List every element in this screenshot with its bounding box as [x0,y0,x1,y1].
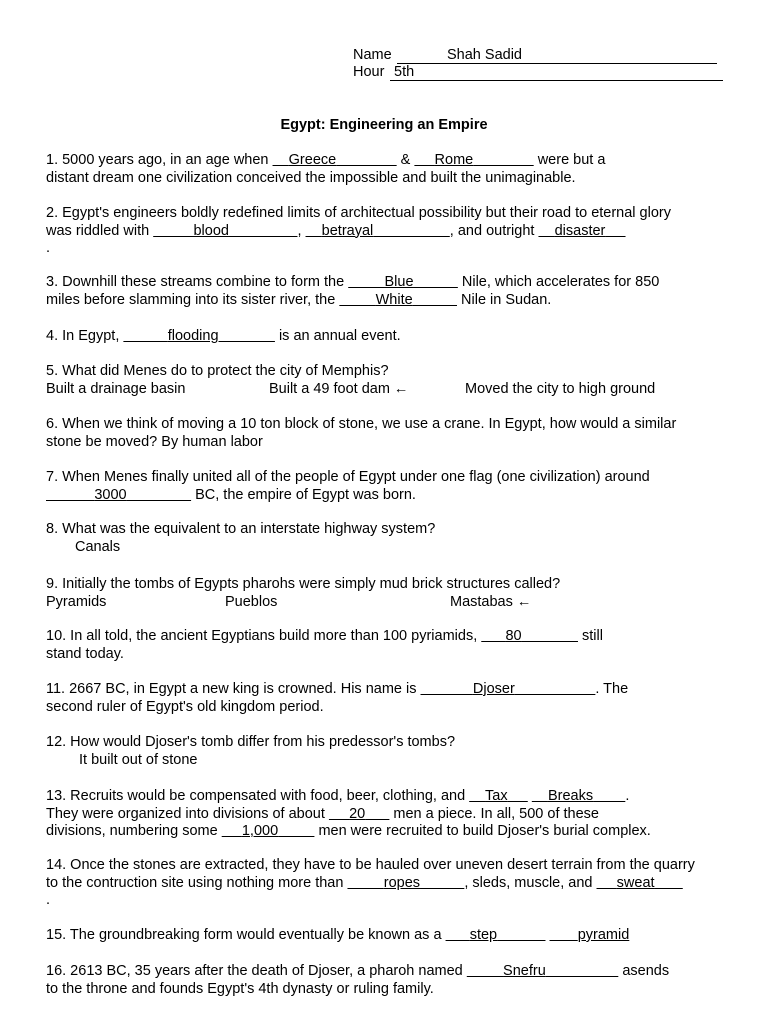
blank-underline [348,274,384,290]
text-segment [46,875,736,893]
blank-underline [469,788,485,804]
text-segment [46,274,736,292]
answer-blank: betrayal [321,222,374,239]
hour-field [390,64,723,81]
text-segment: asends [618,963,670,979]
blank-underline [336,152,396,168]
blank-underline [123,328,167,344]
answer-blank: Breaks [547,788,594,804]
text-segment: 7. When Menes finally united all of the people of Egypt under one flag (one civilization) around [46,469,650,485]
blank-underline [414,152,434,168]
text-segment: . [46,892,51,908]
blank-underline [413,292,457,308]
text-segment: Nile in Sudan. [457,291,552,308]
text-segment: to the contruction site using nothing more than [46,874,348,891]
blank-underline [497,927,545,943]
answer-blank: 3000 [94,486,127,503]
option-selected: Mastabas ← [450,593,532,610]
answer-blank: Snefru [503,963,546,979]
blank-underline [365,806,389,822]
blank-underline [420,875,464,891]
text-segment: 11. 2667 BC, in Egypt a new king is crowned. His name is [46,681,421,697]
question-2 [46,205,736,258]
text-segment: 14. Once the stones are extracted, they have to be hauled over uneven desert terrain from the quarry [46,857,695,873]
hour-label: Hour [353,64,385,80]
text-segment [46,328,736,346]
text-segment: , [297,222,306,239]
text-segment [46,292,736,310]
answer-blank: Djoser [472,681,515,697]
blank-underline [273,152,289,168]
text-segment: distant dream one civilization conceived the impossible and built the unimaginable. [46,169,576,186]
blank-underline [329,806,349,822]
question-5 [46,363,736,398]
answer-blank: Tax [485,788,508,804]
text-segment: 12. How would Djoser's tomb differ from his predessor's tombs? [46,734,456,750]
answer-blank: blood [193,222,229,239]
answer-blank: Greece [288,152,337,168]
text-segment: They were organized into divisions of about [46,805,329,822]
text-segment: stone be moved? By human labor [46,433,263,450]
blank-underline [546,963,619,979]
question-13 [46,788,736,841]
text-segment [46,806,736,824]
text-segment: 2. Egypt's engineers boldly redefined limits of architectual possibility but their road to eternal glory [46,205,671,221]
text-segment [46,223,736,241]
answer-blank: 1,000 [241,823,279,839]
text-segment [46,927,736,945]
hour-row [353,64,415,80]
text-segment [46,963,736,981]
question-12 [46,734,736,769]
option: Pyramids [46,593,107,610]
text-segment: 4. In Egypt, [46,328,124,344]
text-segment: miles before slamming into its sister river, the [46,291,340,308]
blank-underline [153,223,193,239]
text-segment [46,823,736,841]
blank-underline [481,628,505,644]
text-segment [46,381,736,399]
text-segment: to the throne and founds Egypt's 4th dynasty or ruling family. [46,980,434,997]
text-segment: men a piece. In all, 500 of these [389,805,599,822]
text-segment [46,788,736,806]
blank-underline [508,788,528,804]
text-segment: second ruler of Egypt's old kingdom period. [46,698,324,715]
question-14 [46,857,736,910]
text-segment: 8. What was the equivalent to an interstate highway system? [46,521,436,537]
question-9 [46,576,736,611]
question-3 [46,274,736,309]
text-segment [46,487,736,505]
answer-blank: ropes [383,874,421,891]
blank-underline [593,788,625,804]
option: Pueblos [225,593,278,610]
question-15 [46,927,736,945]
option: Moved the city to high ground [465,380,656,397]
question-1 [46,152,736,187]
blank-underline [446,927,470,943]
answer-blank: disaster [554,222,606,239]
blank-underline [538,223,554,239]
text-segment: is an annual event. [274,328,401,344]
answer-blank: Rome [434,152,474,168]
blank-underline [473,152,533,168]
page-title: Egypt: Engineering an Empire [280,117,488,133]
blank-underline [655,875,683,891]
hour-value: 5th [394,64,415,80]
text-segment: . [625,788,630,804]
text-segment: 15. The groundbreaking form would eventually be known as a [46,927,446,943]
blank-underline [306,223,322,239]
text-segment: 6. When we think of moving a 10 ton block of stone, we use a crane. In Egypt, how would a similar [46,416,677,432]
question-10 [46,628,736,663]
blank-underline [467,963,503,979]
option-selected: Built a 49 foot dam ← [269,380,409,397]
text-segment [46,152,736,170]
blank-underline [532,788,548,804]
text-segment [46,681,736,699]
answer: It built out of stone [79,751,198,768]
blank-underline [605,223,625,239]
text-segment: 3. Downhill these streams combine to form the [46,274,349,290]
blank-underline [339,292,375,308]
option: Built a drainage basin [46,380,186,397]
answer: Canals [75,538,121,555]
answer-blank: 20 [349,805,366,822]
blank-underline [550,927,578,943]
blank-underline [46,487,94,503]
text-segment: 9. Initially the tombs of Egypts pharohs were simply mud brick structures called? [46,576,561,592]
question-16 [46,963,736,998]
answer-blank: White [375,291,413,308]
question-6 [46,416,736,451]
name-field [397,47,717,64]
answer-blank: pyramid [577,927,630,943]
blank-underline [229,223,298,239]
text-segment: divisions, numbering some [46,823,222,839]
text-segment: 10. In all told, the ancient Egyptians build more than 100 pyriamids, [46,628,482,644]
text-segment: 16. 2613 BC, 35 years after the death of Djoser, a pharoh named [46,963,467,979]
blank-underline [278,823,314,839]
question-4 [46,328,736,346]
text-segment: Nile, which accelerates for 850 [457,274,660,290]
blank-underline [219,328,275,344]
text-segment: , sleds, muscle, and [464,874,597,891]
text-segment [46,594,736,612]
name-value: Shah Sadid [447,47,522,63]
text-segment: . The [595,681,629,697]
blank-underline [597,875,617,891]
blank-underline [515,681,596,697]
text-segment: men were recruited to build Djoser's burial complex. [314,823,651,839]
text-segment: 13. Recruits would be compensated with food, beer, clothing, and [46,788,470,804]
text-segment: were but a [533,152,606,168]
name-label: Name [353,47,392,63]
blank-underline [127,487,191,503]
question-11 [46,681,736,716]
text-segment: 5. What did Menes do to protect the city of Memphis? [46,363,389,379]
answer-blank: Blue [384,274,414,290]
text-segment [46,628,736,646]
answer-blank: step [469,927,498,943]
answer-blank: flooding [167,328,219,344]
text-segment: BC, the empire of Egypt was born. [191,486,416,503]
text-segment: . [46,240,51,256]
question-8 [46,521,736,556]
text-segment: still [577,628,603,644]
text-segment: , and outright [449,222,539,239]
blank-underline [522,628,578,644]
blank-underline [373,223,450,239]
answer-blank: sweat [616,874,655,891]
text-segment: was riddled with [46,222,154,239]
text-segment: & [396,152,415,168]
question-7 [46,469,736,504]
blank-underline [414,274,458,290]
answer-blank: 80 [505,628,522,644]
text-segment: stand today. [46,645,124,662]
text-segment: 1. 5000 years ago, in an age when [46,152,273,168]
name-row [353,47,522,63]
blank-underline [421,681,473,697]
blank-underline [347,875,383,891]
blank-underline [222,823,242,839]
